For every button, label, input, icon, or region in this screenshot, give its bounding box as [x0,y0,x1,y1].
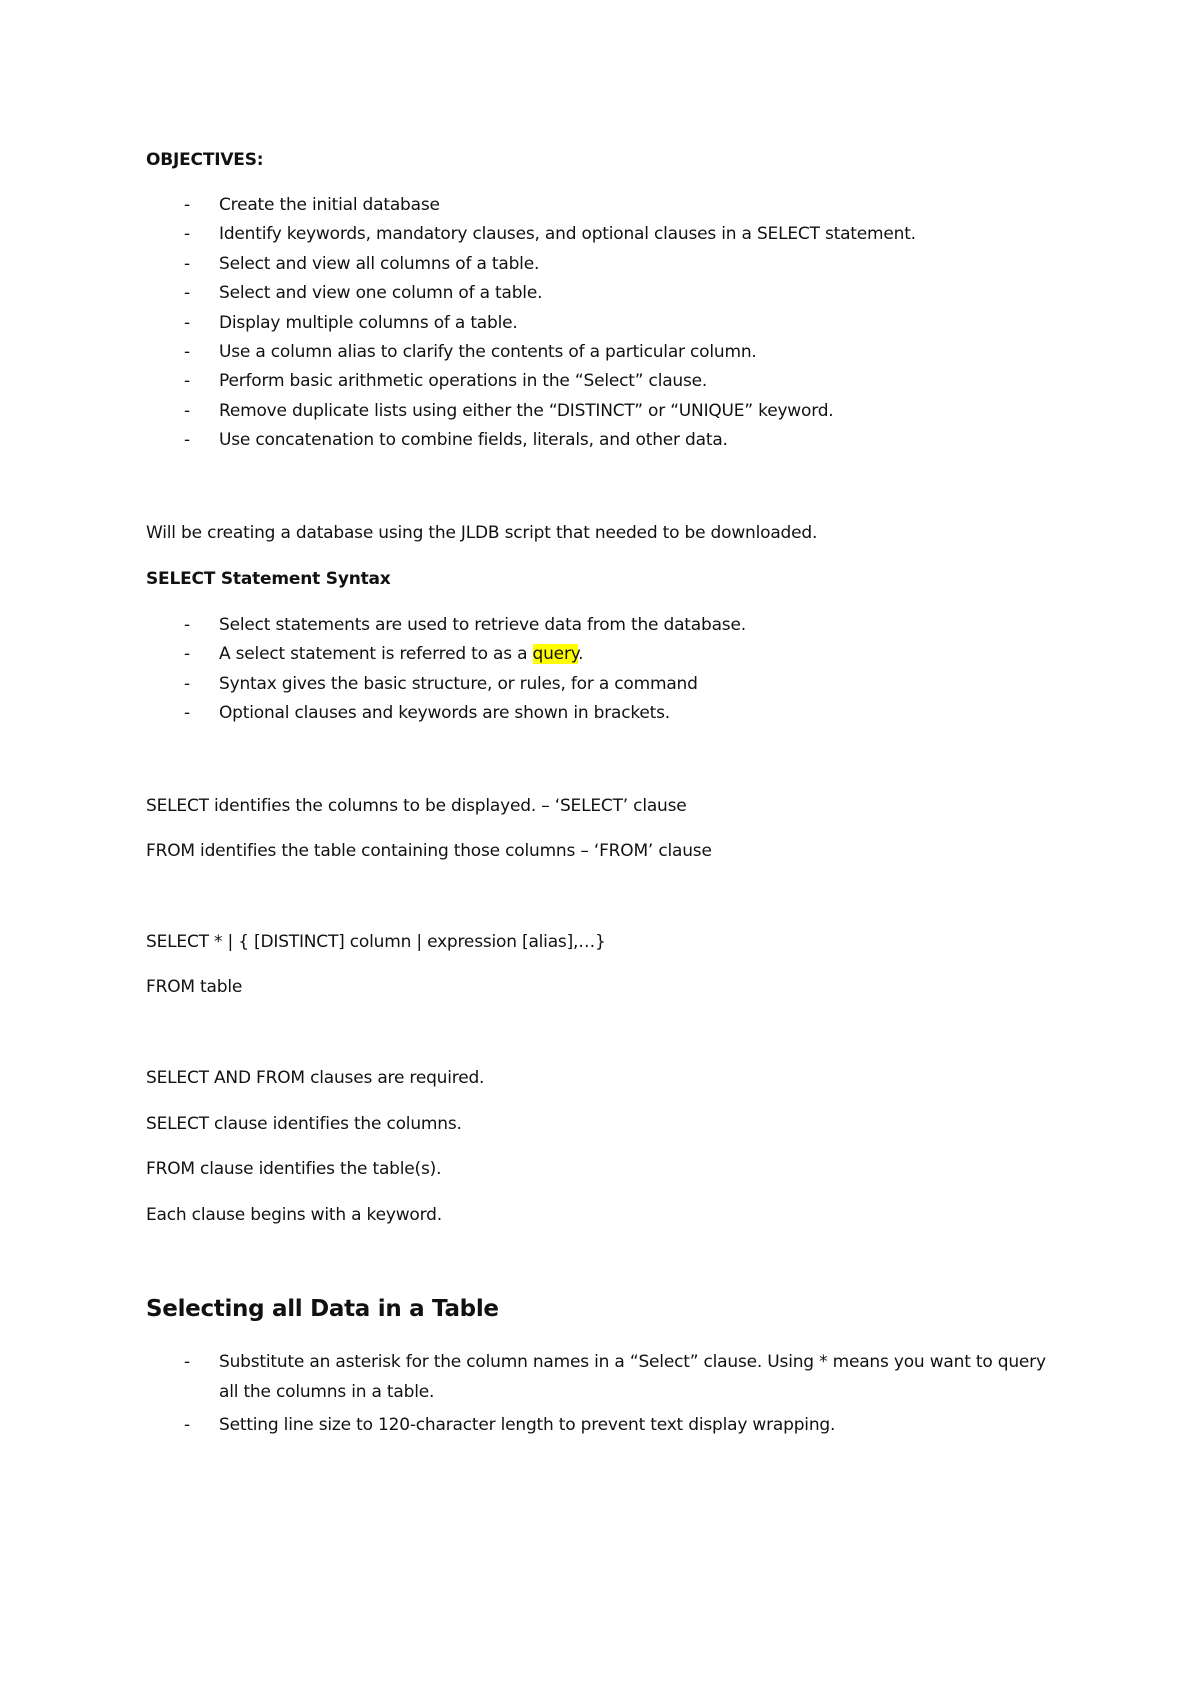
rule-line: SELECT AND FROM clauses are required. [146,1068,485,1088]
selecting-list [146,1347,1066,1443]
bullet-dash: - [184,312,190,333]
syntax-line: SELECT * | { [DISTINCT] column | expression [alias],…} [146,932,606,952]
syntax-line: FROM table [146,977,243,997]
rule-line: Each clause begins with a keyword. [146,1205,442,1225]
bullet-dash: - [184,195,190,215]
list-item: - Optional clauses and keywords are shown in brackets. [184,703,670,724]
bullet-dash: - [184,615,190,635]
intro-paragraph: Will be creating a database using the JLDB script that needed to be downloaded. [146,523,818,543]
bullet-dash: - [184,341,190,362]
bullet-dash: - [184,371,190,392]
clause-line: FROM identifies the table containing those columns – ‘FROM’ clause [146,841,712,861]
clause-line: SELECT identifies the columns to be displayed. – ‘SELECT’ clause [146,796,687,816]
list-item: - Select and view all columns of a table. [184,253,540,274]
list-item: - Syntax gives the basic structure, or rules, for a command [184,673,698,694]
list-item: - Identify keywords, mandatory clauses, and optional clauses in a SELECT statement. [184,224,916,245]
bullet-dash: - [184,673,190,694]
rule-line: FROM clause identifies the table(s). [146,1159,442,1179]
syntax-section-heading: SELECT Statement Syntax [146,569,391,589]
highlighted-term: query [532,644,579,665]
bullet-dash: - [184,224,190,245]
list-item: - Perform basic arithmetic operations in the “Select” clause. [184,371,708,392]
syntax-list [146,614,746,732]
list-item: - Use concatenation to combine fields, literals, and other data. [184,430,728,451]
bullet-dash: - [184,703,190,724]
list-item: - Substitute an asterisk for the column names in a “Select” clause. Using * means you want to query all the columns in a table. [146,1347,1066,1414]
selecting-section-heading: Selecting all Data in a Table [146,1296,499,1322]
list-item: - A select statement is referred to as a query. [184,644,584,665]
list-item: - Use a column alias to clarify the contents of a particular column. [184,341,757,362]
bullet-dash: - [184,430,190,451]
bullet-dash: - [184,1352,190,1372]
list-item: - Display multiple columns of a table. [184,312,518,333]
list-item: - Create the initial database [184,195,440,215]
objectives-list [146,194,916,459]
list-item: - Select statements are used to retrieve data from the database. [184,615,746,635]
list-item: - Setting line size to 120-character length to prevent text display wrapping. [184,1415,836,1435]
bullet-dash: - [184,644,190,665]
bullet-dash: - [184,283,190,304]
bullet-dash: - [184,400,190,421]
bullet-dash: - [184,253,190,274]
rule-line: SELECT clause identifies the columns. [146,1114,462,1134]
bullet-dash: - [184,1415,190,1435]
objectives-heading: OBJECTIVES: [146,150,264,170]
list-item: - Remove duplicate lists using either the “DISTINCT” or “UNIQUE” keyword. [184,400,834,421]
list-item: - Select and view one column of a table. [184,283,543,304]
